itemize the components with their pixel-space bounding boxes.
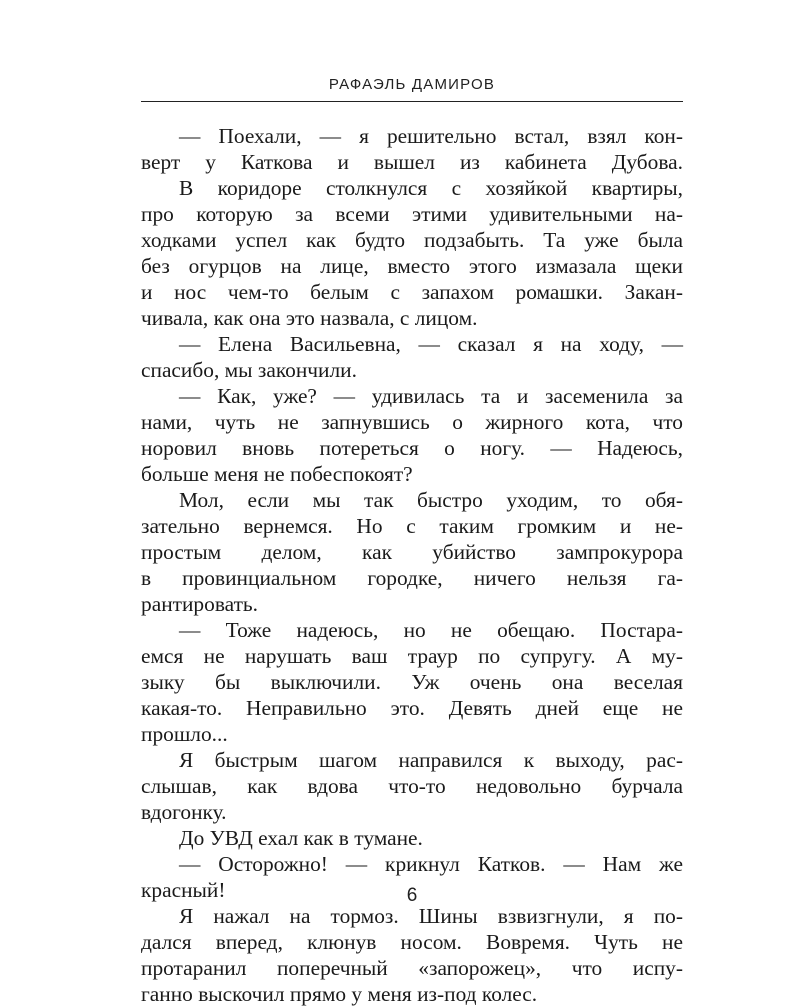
- text-line: рантировать.: [141, 592, 259, 616]
- text-line: — Елена Васильевна, — сказал я на ходу, —: [179, 332, 683, 356]
- text-line: Мол, если мы так быстро уходим, то обя-: [179, 488, 683, 512]
- text-line: — Тоже надеюсь, но не обещаю. Постара-: [179, 618, 683, 642]
- text-line: В коридоре столкнулся с хозяйкой квартиры,: [179, 176, 683, 200]
- text-line: протаранил поперечный «запорожец», что испу-: [141, 956, 683, 980]
- text-line: зыку бы выключили. Уж очень она веселая: [141, 670, 683, 694]
- text-line: нами, чуть не запнувшись о жирного кота, что: [141, 410, 683, 434]
- header-rule: [141, 101, 683, 102]
- text-line: вдогонку.: [141, 800, 227, 824]
- text-line: красный!: [141, 878, 226, 902]
- text-line: без огурцов на лице, вместо этого измазала щеки: [141, 254, 683, 278]
- running-header: РАФАЭЛЬ ДАМИРОВ: [328, 76, 496, 93]
- text-line: чивала, как она это назвала, с лицом.: [141, 306, 478, 330]
- text-line: про которую за всеми этими удивительными на-: [141, 202, 683, 226]
- page-number: 6: [406, 885, 418, 906]
- text-line: емся не нарушать ваш траур по супругу. А му-: [141, 644, 683, 668]
- text-line: какая-то. Неправильно это. Девять дней еще не: [141, 696, 683, 720]
- text-line: верт у Каткова и вышел из кабинета Дубова.: [141, 150, 683, 174]
- text-line: До УВД ехал как в тумане.: [179, 826, 423, 850]
- text-line: Я нажал на тормоз. Шины взвизгнули, я по-: [179, 904, 683, 928]
- text-line: Я быстрым шагом направился к выходу, рас-: [179, 748, 683, 772]
- text-line: простым делом, как убийство зампрокурора: [141, 540, 683, 564]
- text-line: в провинциальном городке, ничего нельзя га-: [141, 566, 683, 590]
- text-line: — Осторожно! — крикнул Катков. — Нам же: [179, 852, 683, 876]
- text-line: и нос чем-то белым с запахом ромашки. Закан-: [141, 280, 683, 304]
- text-line: — Как, уже? — удивилась та и засеменила за: [179, 384, 683, 408]
- text-line: ходками успел как будто подзабыть. Та уже была: [141, 228, 683, 252]
- text-line: больше меня не побеспокоят?: [141, 462, 413, 486]
- text-line: прошло...: [141, 722, 228, 746]
- text-line: — Поехали, — я решительно встал, взял кон-: [179, 124, 683, 148]
- text-line: норовил вновь потереться о ногу. — Надеюсь,: [141, 436, 683, 460]
- text-line: ганно выскочил прямо у меня из-под колес.: [141, 982, 538, 1006]
- text-line: спасибо, мы закончили.: [141, 358, 357, 382]
- text-line: дался вперед, клюнув носом. Вовремя. Чуть не: [141, 930, 683, 954]
- text-line: зательно вернемся. Но с таким громким и не-: [141, 514, 683, 538]
- text-line: слышав, как вдова что-то недовольно бурчала: [141, 774, 683, 798]
